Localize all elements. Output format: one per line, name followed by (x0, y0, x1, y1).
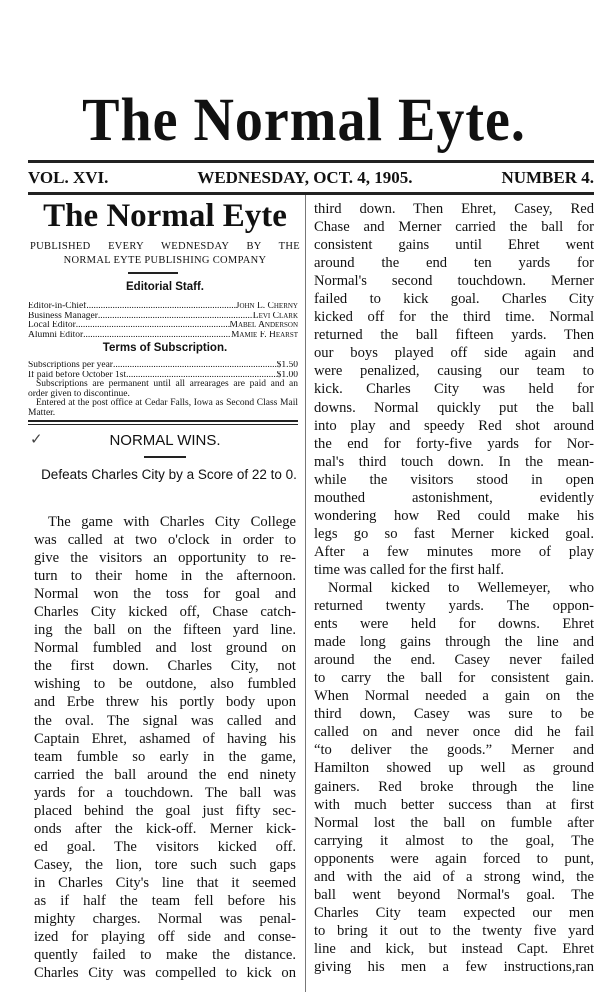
article-line: the end for forty-five yards for Nor- (314, 435, 594, 452)
staff-row (28, 331, 298, 341)
staff-name: Mamie F. Hearst (230, 330, 298, 340)
leader-dots (76, 321, 230, 331)
subscription-heading: Terms of Subscription. (102, 342, 228, 354)
article-line: When Normal needed a gain on the (314, 688, 594, 705)
article-line: Normal's second touchdown. Merner (314, 273, 594, 290)
publisher-line-2: NORMAL EYTE PUBLISHING COMPANY (63, 255, 267, 266)
article-line: line and kick, but instead Capt. Ehret (314, 940, 594, 957)
article-line: Normal fumbled and lost ground on (34, 640, 296, 657)
article-line: were penalized, causing our team to (314, 363, 594, 380)
article-line: ing the ball on the fifteen yard line. (34, 622, 296, 639)
rates-list (28, 361, 298, 380)
article-line: Charles City team expected our men (314, 904, 594, 921)
article-line: Hamilton showed up well as ground (314, 760, 594, 777)
article-line: around the end ten yards for (314, 255, 594, 272)
dateline-rule (28, 192, 594, 195)
short-rule (128, 272, 178, 274)
article-line: Captain Ehret, ashamed of having his (34, 730, 296, 747)
article-line: in Charles City's line that it seemed (34, 874, 296, 891)
article-line: ents were held for downs. Ehret (314, 616, 594, 633)
publisher-line-1: PUBLISHED EVERY WEDNESDAY BY THE (30, 241, 300, 252)
check-mark: ✓ (30, 432, 43, 448)
masthead-title: The Normal Eyte. (82, 85, 526, 155)
article-line: give the visitors an opportunity to re- (34, 550, 296, 567)
article-line: called on and never once did he fail (314, 724, 594, 741)
article-line: yards for a touchdown. The ball was (34, 784, 296, 801)
staff-list (28, 302, 298, 340)
article-line: was called at two o'clock in order to (34, 532, 296, 549)
article-line: time was called for the first half. (314, 561, 505, 578)
article-line: and Erbe threw his portly body upon (34, 694, 296, 711)
rate-label: Subscriptions per year (28, 361, 113, 370)
issue-number: NUMBER 4. (501, 168, 594, 187)
staff-role: Local Editor (28, 321, 76, 331)
article-line: made long gains through the line and (314, 634, 594, 651)
article-line: mouthed astonishment, evidently (314, 489, 594, 506)
section-rule-thin (28, 424, 298, 425)
article-line: quently failed to make the distance. (34, 947, 296, 964)
article-line: wishing to be outdone, also fumbled (34, 676, 296, 693)
article-line: turn to their home in the afternoon. (34, 568, 296, 585)
rate-price: $1.00 (276, 370, 298, 380)
article-line: carried the ball around the end ninety (34, 766, 296, 783)
leader-dots (98, 312, 253, 322)
leader-dots (83, 331, 231, 341)
rate-label: If paid before October 1st (28, 370, 127, 380)
article-line: Chase and Merner carried the ball for (314, 219, 594, 236)
article-line: Normal won the toss for goal and (34, 586, 296, 603)
article-line: opponents were again forced to punt, (314, 850, 594, 867)
column-divider (305, 195, 306, 992)
staff-role: Alumni Editor (28, 330, 84, 340)
staff-row (28, 321, 298, 331)
staff-row (28, 302, 298, 312)
article-line: team fumble so early in the game, (34, 748, 296, 765)
dateline (28, 168, 594, 188)
article-line: as if half the team fell before his (34, 892, 296, 909)
article-line: kick. Charles City was held for (314, 381, 594, 398)
volume: VOL. XVI. (28, 168, 109, 187)
staff-name: John L. Cherny (235, 302, 298, 311)
publisher-info (30, 240, 300, 268)
article-line: with much better success than at first (314, 796, 594, 813)
article-headline: NORMAL WINS. (109, 432, 221, 449)
postal-note: Entered at the post office at Cedar Falls, Iowa as Second Class Mail Matter. (28, 398, 298, 418)
article-line: to bring it out to the twenty five yard (314, 922, 594, 939)
article-line: ed goal. The visitors kicked off. (34, 838, 296, 855)
staff-role: Business Manager (28, 311, 98, 321)
article-line: returned the ball fifteen yards. Then (314, 327, 594, 344)
article-line: onds after the kick-off. Merner kick- (34, 820, 296, 837)
article-line: to carry the ball for consistent gain. (314, 670, 594, 687)
staff-role: Editor-in-Chief (28, 302, 87, 311)
leader-dots (113, 361, 277, 371)
article-line: mal's third touch down. In the mean- (314, 453, 594, 470)
article-line: gainers. Red broke through the line (314, 778, 594, 795)
issue-date: WEDNESDAY, OCT. 4, 1905. (197, 168, 413, 187)
article-line: around the end. Casey never failed (314, 652, 594, 669)
article-line: wondering how Red could make his (314, 507, 594, 524)
staff-name: Mabel Anderson (229, 321, 298, 331)
article-column-right (314, 200, 594, 976)
article-line: while the visitors stood in open (314, 471, 594, 488)
article-line: our boys played off side again and (314, 345, 594, 362)
article-line: “to deliver the goods.” Merner and (314, 742, 594, 759)
article-line: third down, Casey was sure to be (314, 706, 594, 723)
leader-dots (86, 302, 235, 312)
article-line: kicked off for the third time. Normal (314, 309, 594, 326)
staff-name: Levi Clark (252, 311, 298, 321)
article-line: carrying it almost to the goal, The (314, 832, 594, 849)
article-line: giving his men a few instructions,ran (314, 958, 594, 975)
article-line: The game with Charles City College (48, 514, 296, 530)
article-line: the first down. Charles City, not (34, 658, 296, 675)
article-line: Normal lost the ball on fumble after (314, 814, 594, 831)
nameplate: The Normal Eyte (43, 198, 287, 234)
staff-row (28, 312, 298, 322)
section-rule (28, 420, 298, 422)
headline-rule (144, 456, 186, 458)
article-line: Casey, the lion, tore such such gaps (34, 856, 296, 873)
subscription-note: Subscriptions are permanent until all arrearages are paid and an order given to discontinue. (28, 379, 298, 399)
article-line: the oval. The signal was called and (34, 712, 296, 729)
article-line: and with the aid of a strong wind, the (314, 868, 594, 885)
top-rule (28, 160, 594, 163)
article-line: consistent gains until Ehret went (314, 237, 594, 254)
article-line: legs go so fast Merner kicked goal. (314, 525, 594, 542)
article-column-left (34, 513, 296, 982)
article-line: downs. Normal quickly put the ball (314, 399, 594, 416)
article-line: Normal kicked to Wellemeyer, who (328, 579, 594, 596)
rate-row (28, 361, 298, 371)
article-line: placed behind the goal just fifty sec- (34, 802, 296, 819)
article-line: ized for playing off side and conse- (34, 929, 296, 946)
article-line: ball went beyond Normal's goal. The (314, 886, 594, 903)
article-line: Charles City was compelled to kick on (34, 965, 296, 982)
article-line: returned twenty yards. The oppon- (314, 598, 594, 615)
article-line: Charles City kicked off, Chase catch- (34, 604, 296, 621)
article-line: failed to kick goal. Charles City (314, 291, 594, 308)
article-line: into play and speedy Red shot around (314, 417, 594, 434)
editorial-heading: Editorial Staff. (126, 281, 204, 293)
article-line: third down. Then Ehret, Casey, Red (314, 201, 594, 217)
article-line: After a few minutes more of play (314, 543, 594, 560)
article-line: mighty charges. Normal was penal- (34, 911, 296, 928)
article-subheadline: Defeats Charles City by a Score of 22 to 0. (41, 467, 297, 482)
rate-price: $1.50 (276, 361, 298, 370)
